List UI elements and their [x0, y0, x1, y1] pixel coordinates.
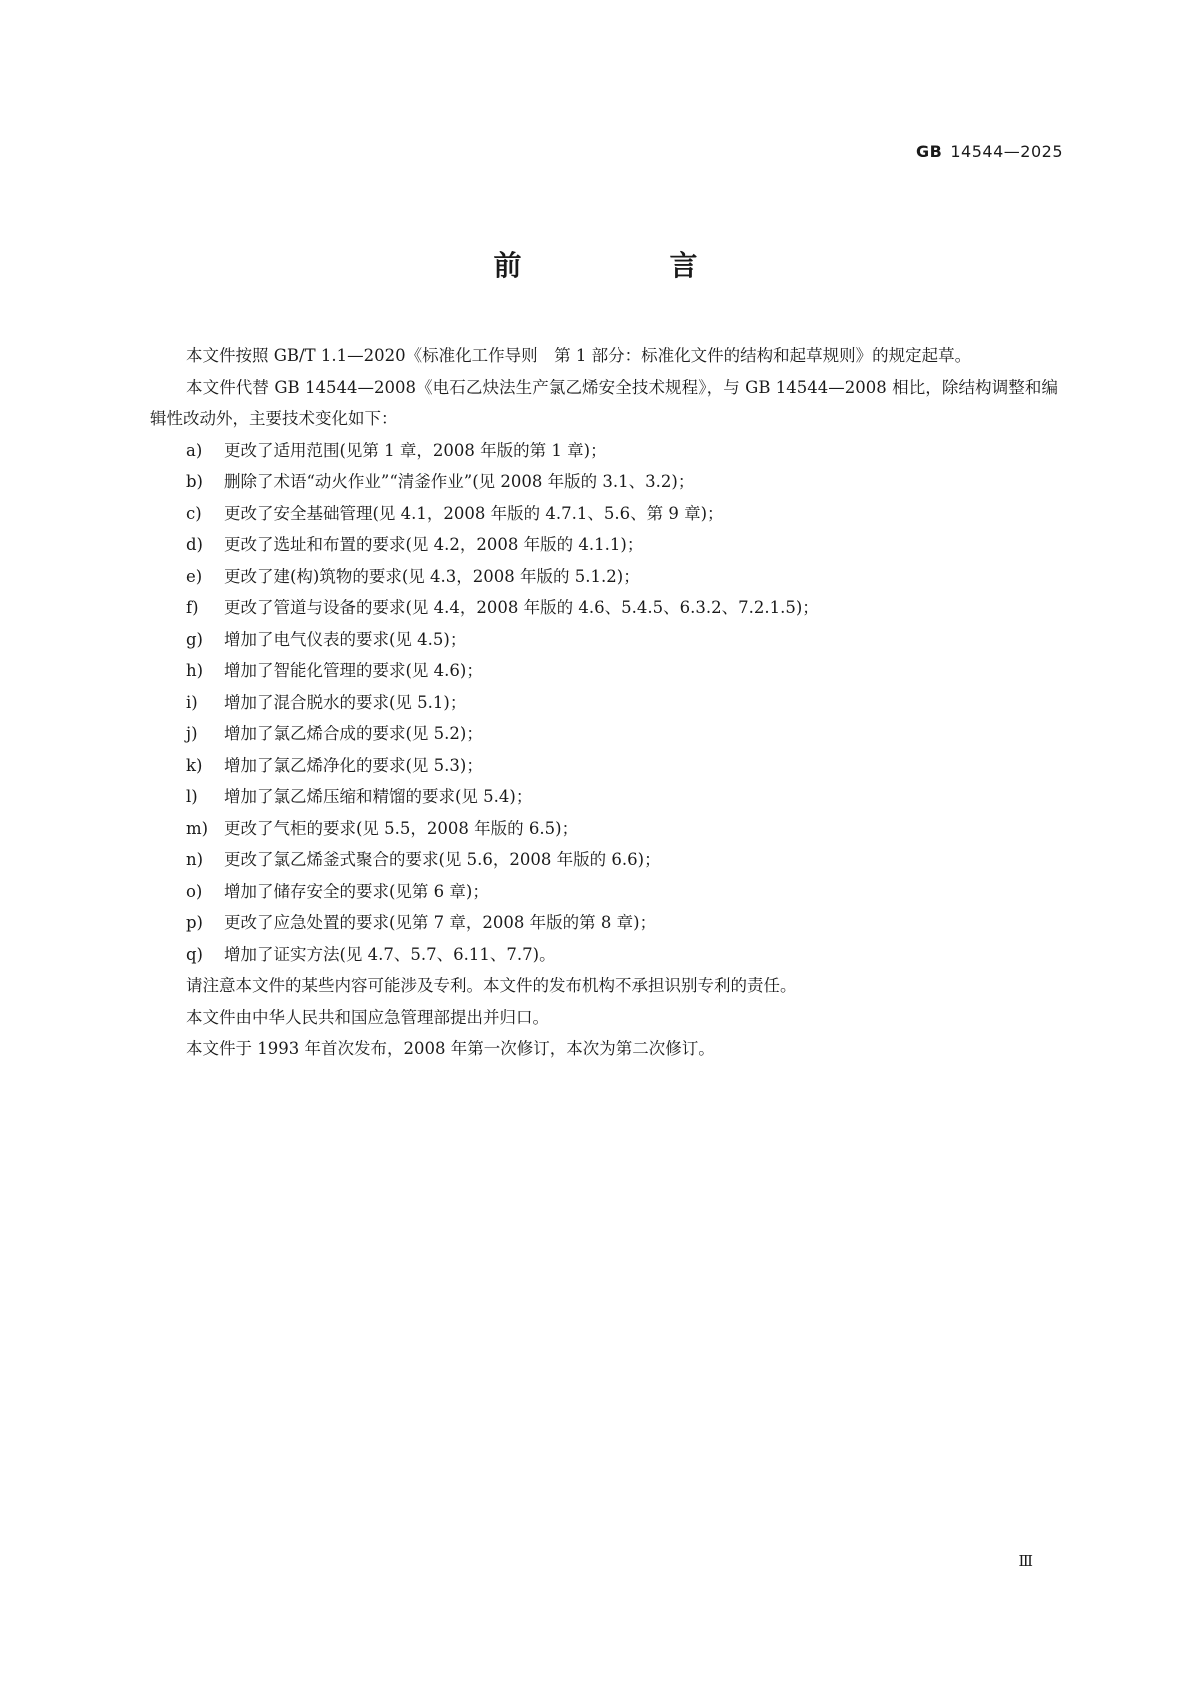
list-marker: e): [186, 566, 203, 586]
paragraph-drafting-rules: 本文件按照 GB/T 1.1—2020《标准化工作导则 第 1 部分：标准化文件的结构和起草规则》的规定起草。: [186, 346, 972, 365]
list-marker: a): [186, 440, 203, 460]
list-marker: p): [186, 913, 203, 932]
list-item-text: 更改了应急处置的要求(见第 7 章，2008 年版的第 8 章)；: [224, 913, 657, 932]
list-item: [150, 624, 1058, 656]
list-item-text: 更改了建(构)筑物的要求(见 4.3，2008 年版的 5.1.2)；: [224, 566, 640, 586]
list-marker: c): [186, 503, 202, 523]
list-item: [150, 466, 1058, 498]
list-item: [150, 529, 1058, 561]
list-marker: j): [186, 724, 198, 743]
list-item-text: 增加了氯乙烯净化的要求(见 5.3)；: [224, 755, 483, 775]
list-item: [150, 592, 1058, 624]
standard-number: 14544—2025: [950, 142, 1063, 161]
list-item-text: 更改了氯乙烯釜式聚合的要求(见 5.6，2008 年版的 6.6)；: [224, 850, 661, 869]
page-title: 前 言: [493, 249, 758, 282]
list-marker: g): [186, 629, 203, 649]
list-marker: i): [186, 692, 198, 712]
list-marker: b): [186, 472, 203, 491]
foreword-body: [150, 340, 1058, 1065]
list-item-text: 增加了混合脱水的要求(见 5.1)；: [224, 692, 467, 712]
list-marker: n): [186, 850, 204, 869]
list-marker: f): [186, 598, 199, 617]
list-item-text: 增加了氯乙烯合成的要求(见 5.2)；: [224, 724, 483, 743]
list-marker: d): [186, 535, 203, 554]
list-marker: m): [186, 818, 209, 838]
paragraph-replacement: 本文件代替 GB 14544—2008《电石乙炔法生产氯乙烯安全技术规程》，与 GB 14544—2008 相比，除结构调整和编辑性改动外，主要技术变化如下：: [150, 377, 1058, 428]
list-marker: h): [186, 661, 204, 680]
list-item-text: 更改了选址和布置的要求(见 4.2，2008 年版的 4.1.1)；: [224, 535, 644, 554]
list-item: [150, 907, 1058, 939]
technical-changes-list: [150, 435, 1058, 971]
list-marker: q): [186, 944, 203, 964]
list-marker: k): [186, 755, 203, 775]
list-item-text: 更改了安全基础管理(见 4.1，2008 年版的 4.7.1、5.6、第 9 章)；: [224, 503, 724, 523]
list-item: [150, 561, 1058, 593]
list-item-text: 删除了术语“动火作业”“清釜作业”(见 2008 年版的 3.1、3.2)；: [224, 472, 695, 491]
list-item-text: 更改了气柜的要求(见 5.5，2008 年版的 6.5)；: [224, 818, 579, 838]
list-item-text: 增加了氯乙烯压缩和精馏的要求(见 5.4)；: [224, 787, 533, 806]
list-item-text: 增加了储存安全的要求(见第 6 章)；: [224, 881, 489, 901]
list-item: [150, 844, 1058, 876]
paragraph-patent-notice: 请注意本文件的某些内容可能涉及专利。本文件的发布机构不承担识别专利的责任。: [186, 976, 797, 995]
list-item-text: 增加了证实方法(见 4.7、5.7、6.11、7.7)。: [224, 944, 556, 964]
list-item: [150, 435, 1058, 467]
list-item: [150, 781, 1058, 813]
list-item: [150, 939, 1058, 971]
list-item: [150, 718, 1058, 750]
list-item: [150, 876, 1058, 908]
list-item: [150, 655, 1058, 687]
standard-code: [916, 142, 1063, 161]
list-item: [150, 750, 1058, 782]
list-marker: l): [186, 787, 198, 806]
list-item: [150, 498, 1058, 530]
page-number: Ⅲ: [1018, 1552, 1033, 1570]
standard-prefix: GB: [916, 142, 943, 161]
list-item: [150, 813, 1058, 845]
list-item-text: 增加了电气仪表的要求(见 4.5)；: [224, 629, 467, 649]
list-item-text: 增加了智能化管理的要求(见 4.6)；: [224, 661, 483, 680]
paragraph-proposer: 本文件由中华人民共和国应急管理部提出并归口。: [186, 1007, 549, 1027]
list-item-text: 更改了适用范围(见第 1 章，2008 年版的第 1 章)；: [224, 440, 607, 460]
list-item: [150, 687, 1058, 719]
list-marker: o): [186, 881, 203, 901]
list-item-text: 更改了管道与设备的要求(见 4.4，2008 年版的 4.6、5.4.5、6.3.2、7.2.1.5)；: [224, 598, 819, 617]
paragraph-history: 本文件于 1993 年首次发布，2008 年第一次修订，本次为第二次修订。: [186, 1039, 715, 1058]
